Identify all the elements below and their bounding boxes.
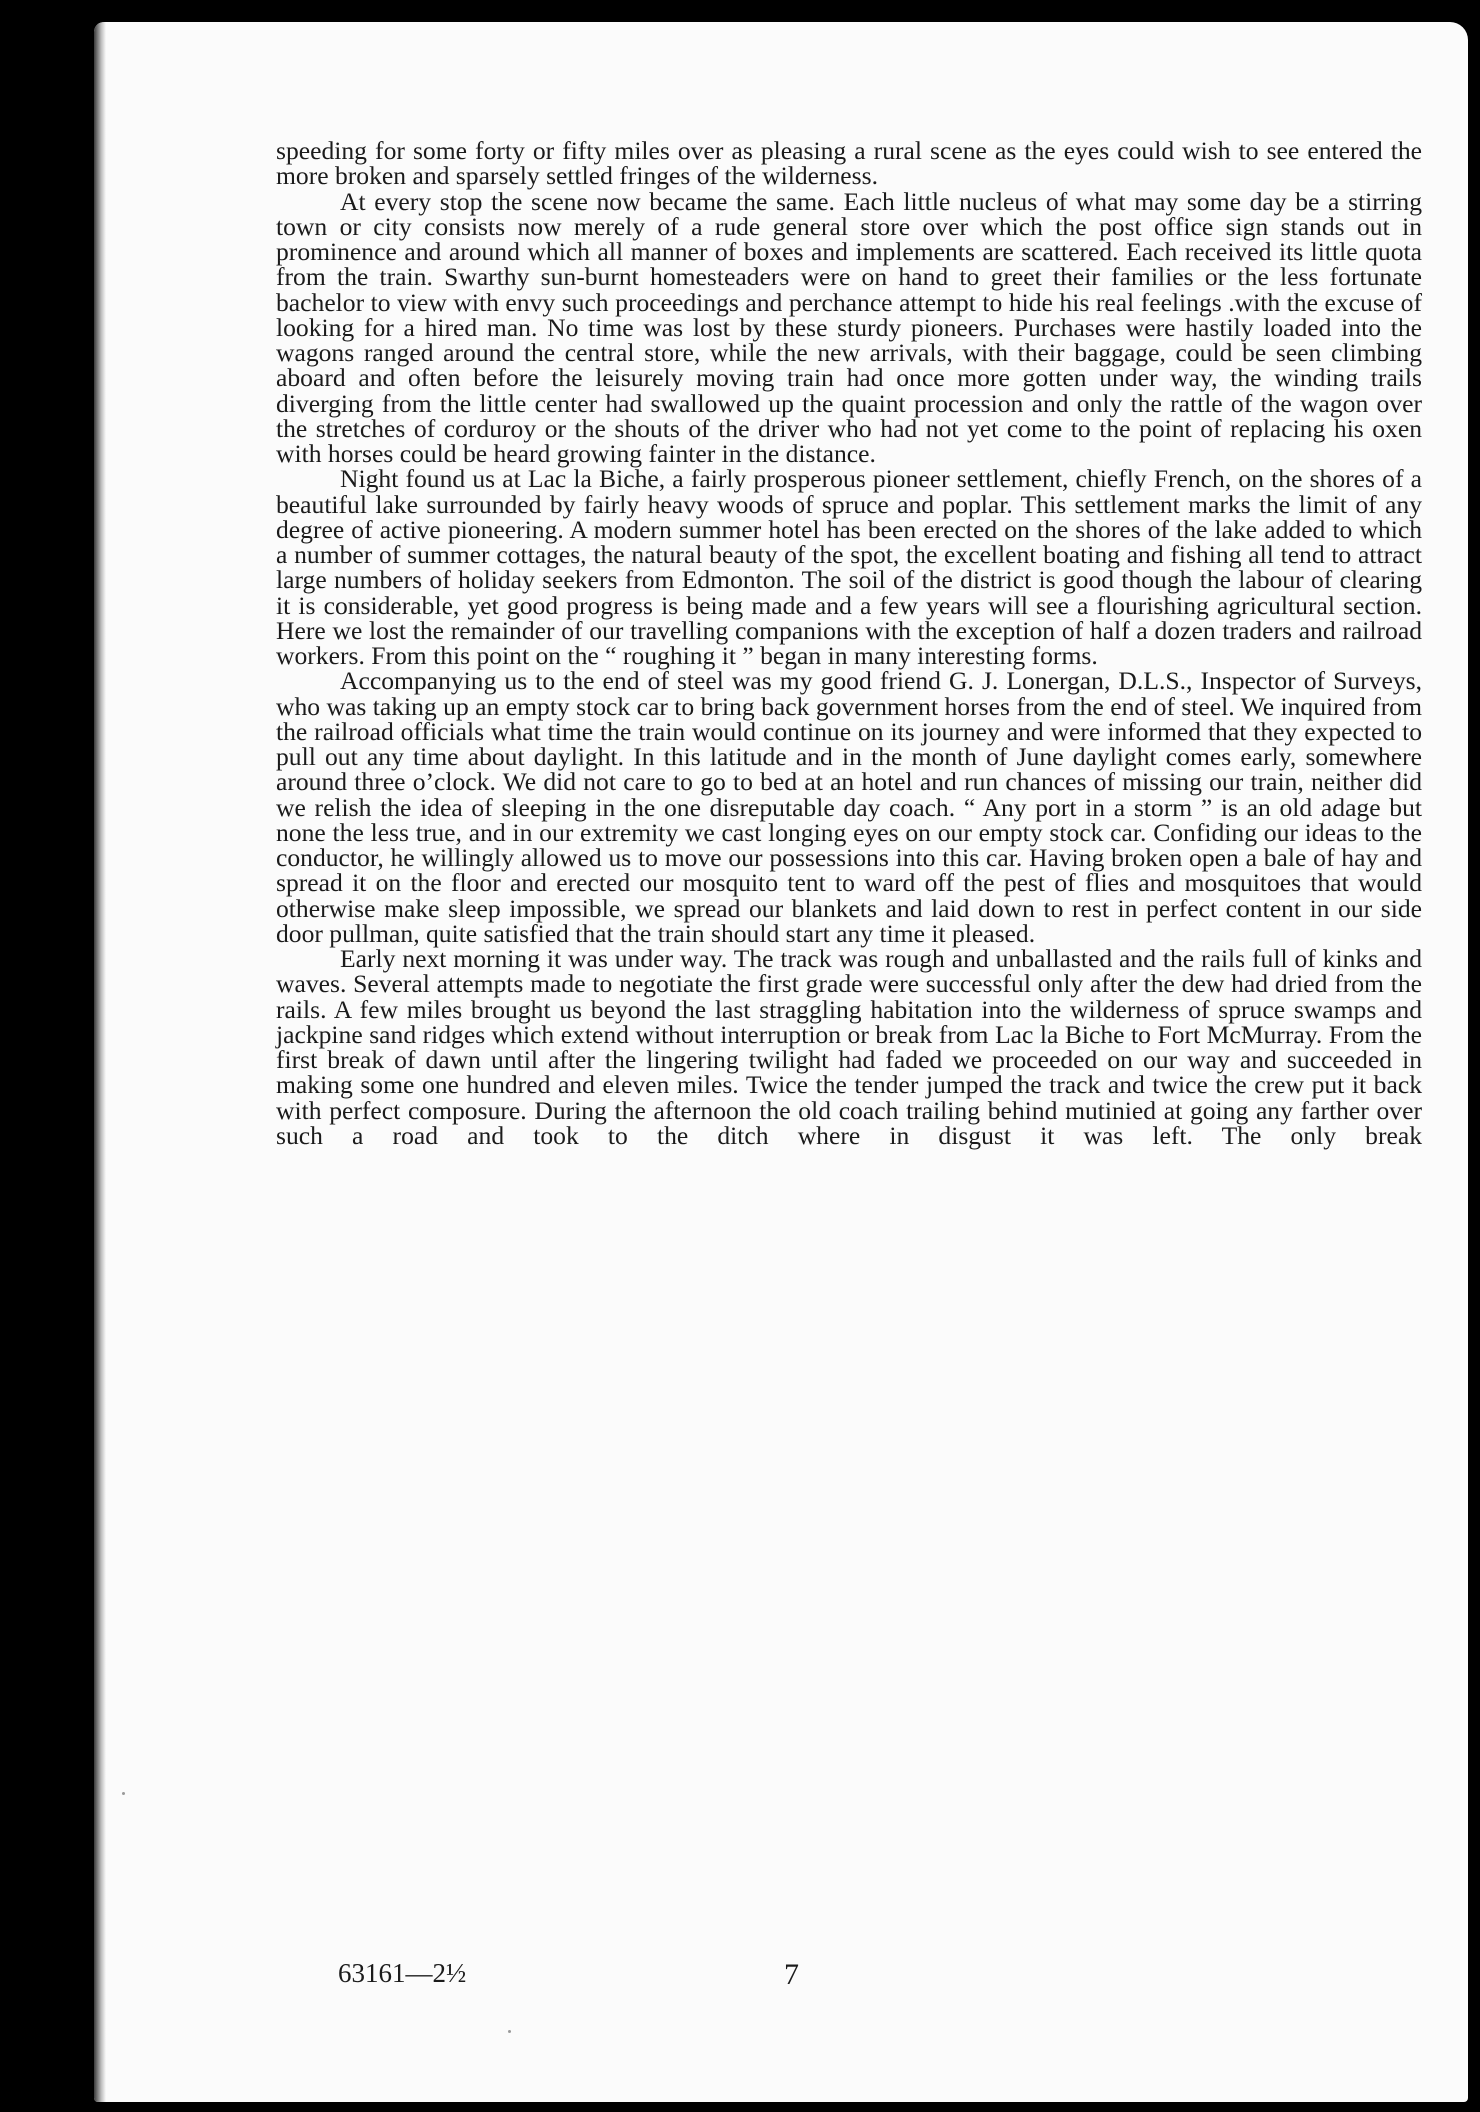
paragraph-1: speeding for some forty or fifty miles over as pleasing a rural scene as the eyes could wish to see entered the more broken and sparsely settled fringes of the wilderness. <box>276 136 1422 191</box>
paragraph-4: Accompanying us to the end of steel was my good friend G. J. Lonergan, D.L.S., Inspector of Surveys, who was taking up an empty stock car to bring back government horses from the end of steel. We inquired from the railroad officials what time the train would continue on its journey and were informed that they expected to pull out any time about daylight. In this latitude and in the month of June daylight comes early, somewhere around three o’clock. We did not care to go to bed at an hotel and run chances of missing our train, neither did we relish the idea of sleeping in the one disreputable day coach. “ Any port in a storm ” is an old adage but none the less true, and in our extremity we cast longing eyes on our empty stock car. Confiding our ideas to the conductor, he willingly allowed us to move our possessions into this car. Having broken open a bale of hay and spread it on the floor and erected our mosquito tent to ward off the pest of flies and mosquitoes that would otherwise make sleep impossible, we spread our blankets and laid down to rest in perfect content in our side door pullman, quite satisfied that the train should start any time it pleased. <box>276 666 1422 948</box>
paragraph-3: Night found us at Lac la Biche, a fairly prosperous pioneer settlement, chiefly French, on the shores of a beautiful lake surrounded by fairly heavy woods of spruce and poplar. This settlement marks the limit of any degree of active pioneering. A modern summer hotel has been erected on the shores of the lake added to which a number of summer cottages, the natural beauty of the spot, the excellent boating and fishing all tend to attract large numbers of holiday seekers from Edmonton. The soil of the district is good though the labour of clearing it is considerable, yet good progress is being made and a few years will see a flourishing agricultural section. Here we lost the remainder of our travelling companions with the exception of half a dozen traders and railroad workers. From this point on the “ roughing it ” began in many interesting forms. <box>276 464 1422 670</box>
page-number: 7 <box>784 1958 799 1991</box>
page-binding-edge <box>94 22 106 2102</box>
paragraph-2: At every stop the scene now became the same. Each little nucleus of what may some day be a stirring town or city consists now merely of a rude general store over which the post office sign stands out in prominence and around which all manner of boxes and implements are scattered. Each received its little quota from the train. Swarthy sun-burnt homesteaders were on hand to greet their families or the less fortunate bachelor to view with envy such proceedings and perchance attempt to hide his real feelings .with the excuse of looking for a hired man. No time was lost by these sturdy pioneers. Purchases were hastily loaded into the wagons ranged around the central store, while the new arrivals, with their baggage, could be seen climbing aboard and often before the leisurely moving train had once more gotten under way, the winding trails diverging from the little center had swallowed up the quaint procession and only the rattle of the wagon over the stretches of corduroy or the shouts of the driver who had not yet come to the point of replacing his oxen with horses could be heard growing fainter in the distance. <box>276 186 1422 468</box>
body-text <box>276 138 1422 1148</box>
scan-speck <box>122 1792 125 1795</box>
document-page <box>94 22 1468 2102</box>
paragraph-5: Early next morning it was under way. The track was rough and unballasted and the rails full of kinks and waves. Several attempts made to negotiate the first grade were successful only after the dew had dried from the rails. A few miles brought us beyond the last straggling habitation into the wilderness of spruce swamps and jackpine sand ridges which extend without interruption or break from Lac la Biche to Fort McMurray. From the first break of dawn until after the lingering twilight had faded we proceeded on our way and succeeded in making some one hundred and eleven miles. Twice the tender jumped the track and twice the crew put it back with perfect composure. During the afternoon the old coach trailing behind mutinied at going any farther over such a road and took to the ditch where in disgust it was left. The only break <box>276 944 1422 1150</box>
page-footer <box>94 1958 1468 1992</box>
print-code: 63161—2½ <box>338 1958 467 1988</box>
scan-speck <box>508 2030 511 2033</box>
